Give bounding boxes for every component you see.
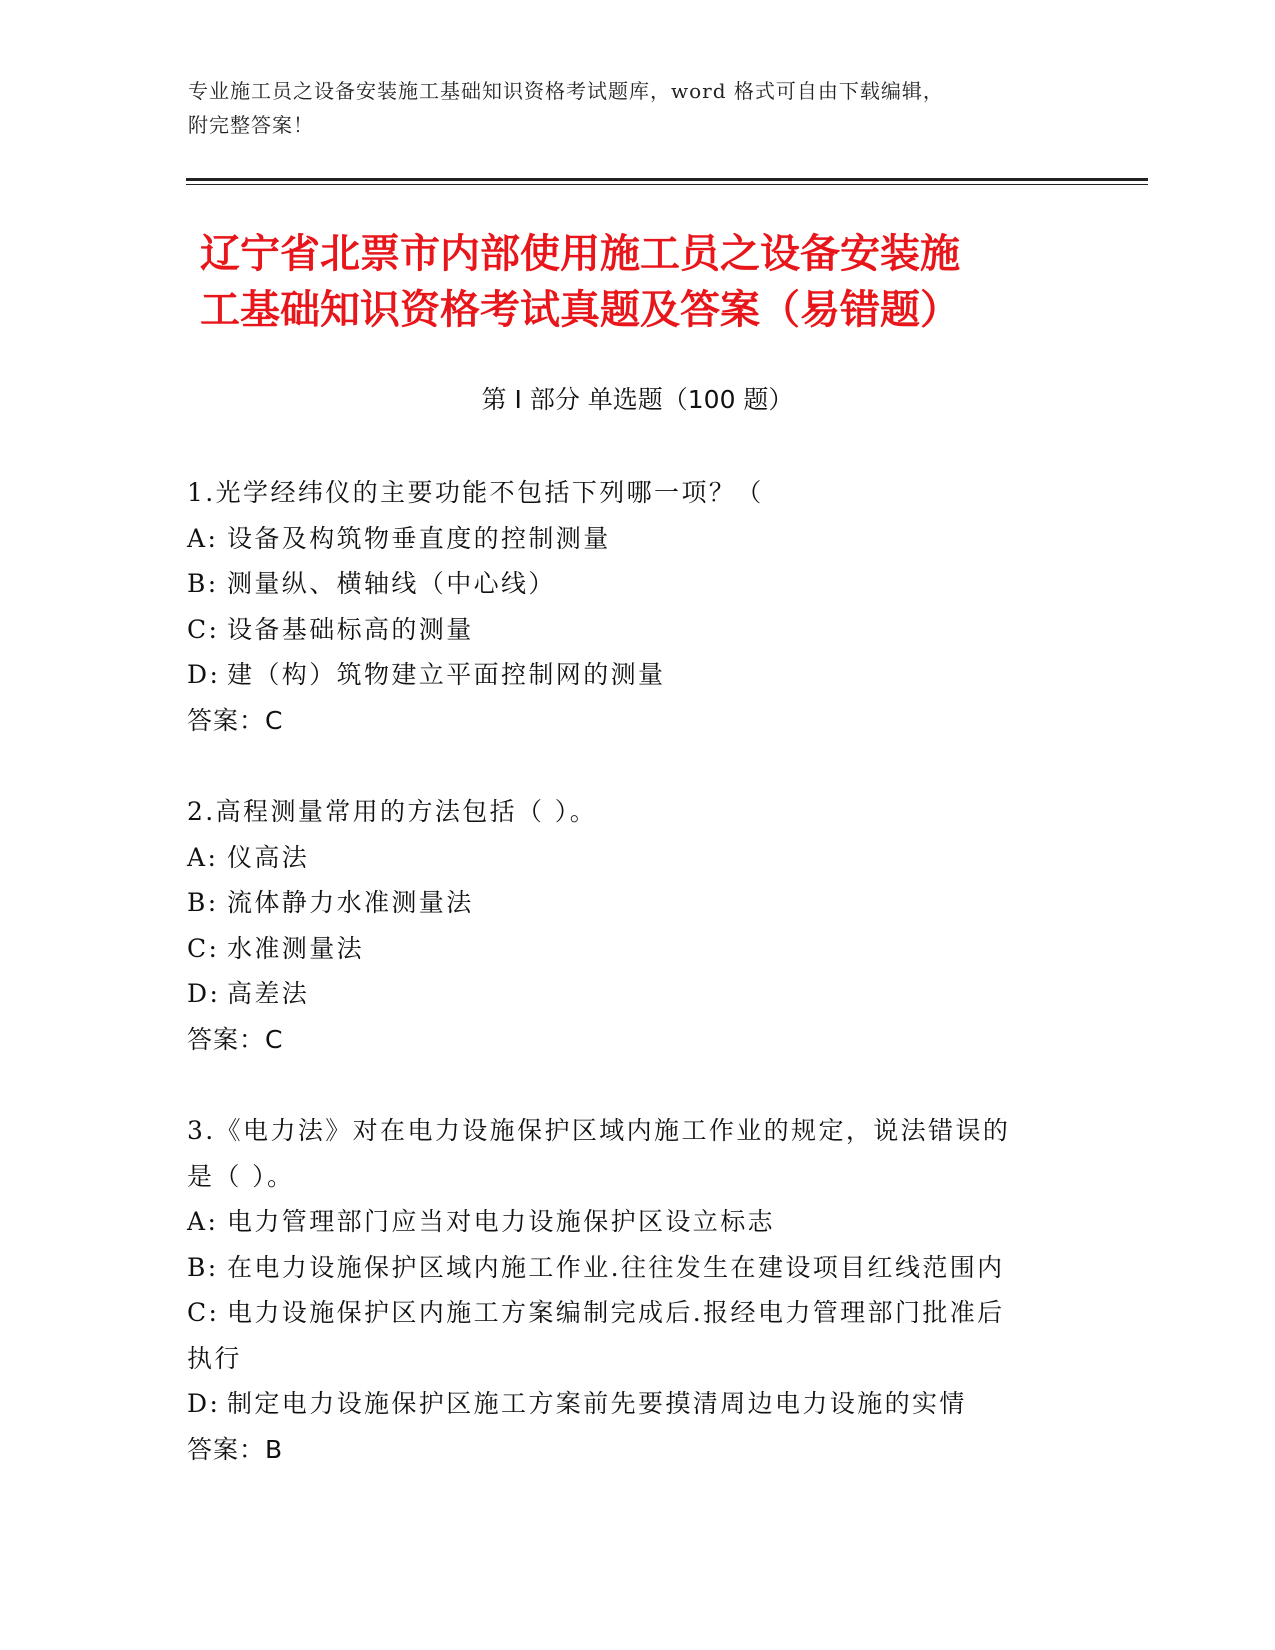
option-letter: D: [187,979,221,1008]
question-text: 2.高程测量常用的方法包括（ ）。 [187,797,598,826]
option-text: 测量纵、横轴线（中心线） [227,569,556,598]
option-text: 制定电力设施保护区施工方案前先要摸清周边电力设施的实情 [227,1389,967,1418]
option-b [187,1245,1067,1291]
option-letter: B: [187,888,219,917]
option-text: 流体静力水准测量法 [227,888,474,917]
header-note [188,74,1068,142]
option-c-continuation: 执行 [187,1343,242,1373]
document-title-line-2: 工基础知识资格考试真题及答案（易错题） [200,287,960,333]
question-list [187,470,1067,1518]
option-text: 在电力设施保护区域内施工作业.往往发生在建设项目红线范围内 [227,1252,1005,1282]
option-a [187,1199,1067,1245]
option-text: 设备及构筑物垂直度的控制测量 [227,523,611,553]
option-letter: C: [187,614,220,644]
option-text: 电力管理部门应当对电力设施保护区设立标志 [227,1207,776,1236]
option-letter: A: [187,1207,219,1236]
answer-line: 答案：C [187,705,284,735]
document-title-line-1: 辽宁省北票市内部使用施工员之设备安装施 [200,231,960,277]
question-text: 1.光学经纬仪的主要功能不包括下列哪一项？（ [187,478,764,507]
option-letter: B: [187,569,219,598]
header-divider-thick [186,178,1148,181]
option-b [187,880,1067,926]
question-text-continuation: 是（ ）。 [187,1161,295,1191]
option-text: 电力设施保护区内施工方案编制完成后.报经电力管理部门批准后 [227,1298,1005,1327]
option-d [187,1381,1067,1427]
option-letter: A: [187,842,219,872]
option-d [187,652,1067,698]
option-text: 设备基础标高的测量 [227,614,474,644]
option-letter: D: [187,1389,221,1418]
option-b [187,561,1067,607]
option-a [187,516,1067,562]
header-divider-thin [186,184,1148,185]
question-item [187,789,1067,1062]
option-c [187,607,1067,653]
option-c [187,926,1067,972]
header-note-line-1: 专业施工员之设备安装施工基础知识资格考试题库，word 格式可自由下载编辑， [188,79,944,103]
section-heading: 第 I 部分 单选题（100 题） [481,385,794,414]
option-c [187,1290,1067,1336]
answer-line: 答案：C [187,1024,284,1054]
option-letter: A: [187,523,219,553]
question-item [187,1108,1067,1472]
option-letter: C: [187,1298,220,1327]
header-note-line-2: 附完整答案！ [188,113,314,137]
option-letter: B: [187,1252,219,1282]
option-text: 建（构）筑物建立平面控制网的测量 [227,660,666,689]
document-title [200,226,1100,338]
option-letter: C: [187,933,220,963]
option-d [187,971,1067,1017]
option-text: 仪高法 [227,842,310,872]
option-a [187,835,1067,881]
answer-line: 答案：B [187,1434,284,1464]
option-letter: D: [187,660,221,689]
option-text: 高差法 [227,979,310,1008]
question-item [187,470,1067,743]
question-text: 3.《电力法》对在电力设施保护区域内施工作业的规定，说法错误的 [187,1116,1011,1145]
option-text: 水准测量法 [227,933,365,963]
